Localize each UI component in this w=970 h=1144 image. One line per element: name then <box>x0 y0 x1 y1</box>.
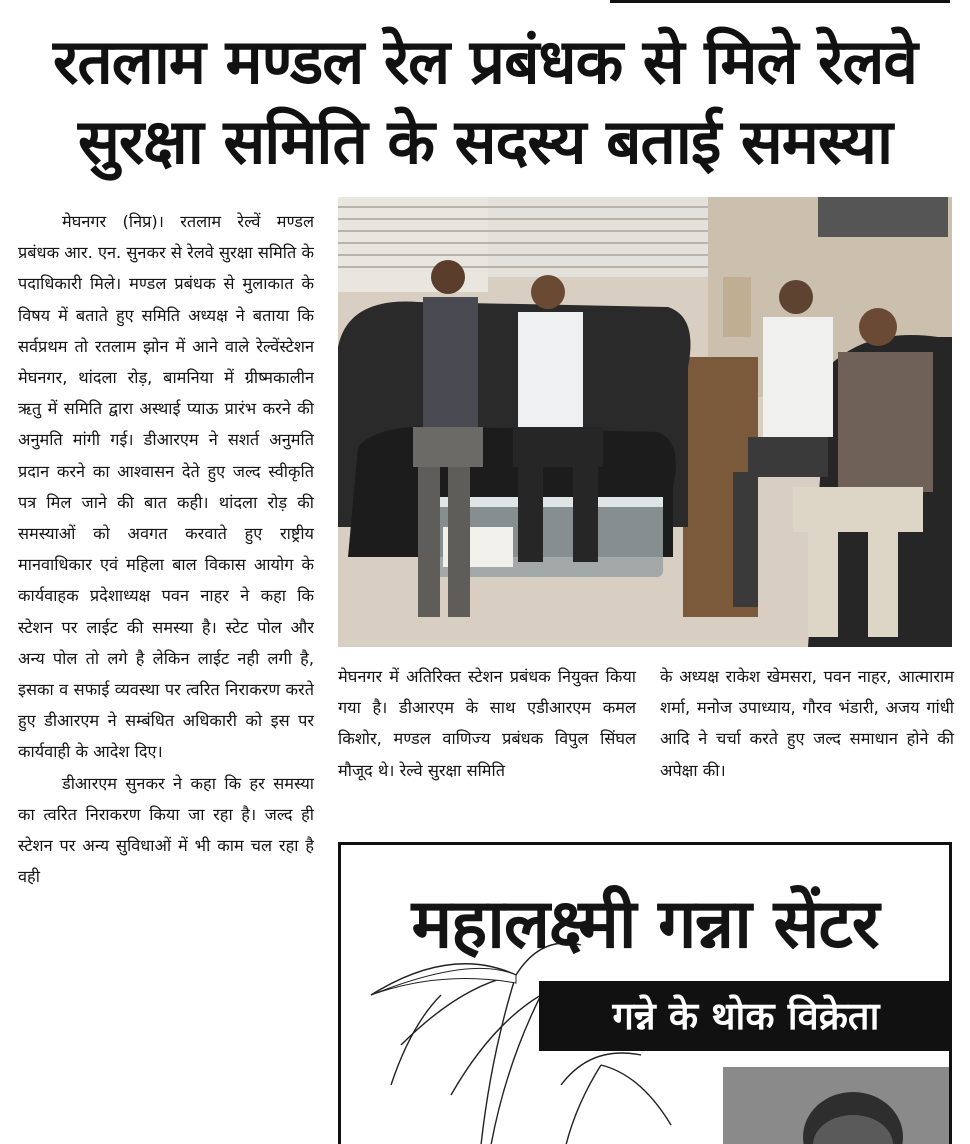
top-rule <box>610 0 950 3</box>
headline-line-2: सुरक्षा समिति के सदस्य बताई समस्या <box>77 105 893 178</box>
ad-subtitle: गन्ने के थोक विक्रेता <box>539 981 952 1051</box>
headline <box>0 22 970 182</box>
ad-portrait <box>723 1067 951 1144</box>
article-column-3: के अध्यक्ष राकेश खेमसरा, पवन नाहर, आत्माराम शर्मा, मनोज उपाध्याय, गौरव भंडारी, अजय गांधी आदि ने चर्चा करते हुए जल्द समाधान होने की अपेक्षा की। <box>660 667 954 780</box>
article-column-1 <box>18 206 314 1142</box>
article-paragraph: मेघनगर (निप्र)। रतलाम रेल्वें मण्डल प्रबंधक आर. एन. सुनकर से रेलवे सुरक्षा समिति के पदाधिकारी मिले। मण्डल प्रबंधक से मुलाकात के विषय में बताते हुए समिति अध्यक्ष ने बताया कि सर्वप्रथम तो रतलाम झोन में आने वाले रेल्वेंस्टेशन मेघनगर, थांदला रोड़, बामनिया में ग्रीष्मकालीन ऋतु में समिति द्वारा अस्थाई प्याऊ प्रारंभ करने की अनुमति मांगी गई। डीआरएम ने सशर्त अनुमति प्रदान करने का आश्वासन देते हुए जल्द स्वीकृति पत्र मिल जाने की बात कही। थांदला रोड़ की समस्याओं को अवगत करवाते हुए राष्ट्रीय मानवाधिकार एवं महिला बाल विकास आयोग के कार्यवाहक प्रदेशाध्यक्ष पवन नाहर ने कहा कि स्टेशन पर लाईट की समस्या है। स्टेट पोल और अन्य पोल तो लगे है लेकिन लाईट नही लगी है, इसका व सफाई व्यवस्था पर त्वरित निराकरण करते हुए डीआरएम ने सम्बंधित अधिकारी को इस पर कार्यवाही के आदेश दिए। <box>18 212 314 762</box>
ad-title: महालक्ष्मी गन्ना सेंटर <box>411 885 879 964</box>
headline-line-1: रतलाम मण्डल रेल प्रबंधक से मिले रेलवे <box>53 25 917 98</box>
photo-illustration <box>338 197 952 647</box>
article-column-2: मेघनगर में अतिरिक्त स्टेशन प्रबंधक नियुक्त किया गया है। डीआरएम के साथ एडीआरएम कमल किशोर, मण्डल वाणिज्य प्रबंधक विपुल सिंघल मौजूद थे। रेल्वे सुरक्षा समिति <box>338 667 636 780</box>
news-photo <box>338 197 952 647</box>
article-paragraph: डीआरएम सुनकर ने कहा कि हर समस्या का त्वरित निराकरण किया जा रहा है। जल्द ही स्टेशन पर अन्य सुविधाओं में भी काम चल रहा है वही <box>18 773 314 887</box>
advertisement <box>338 842 952 1144</box>
